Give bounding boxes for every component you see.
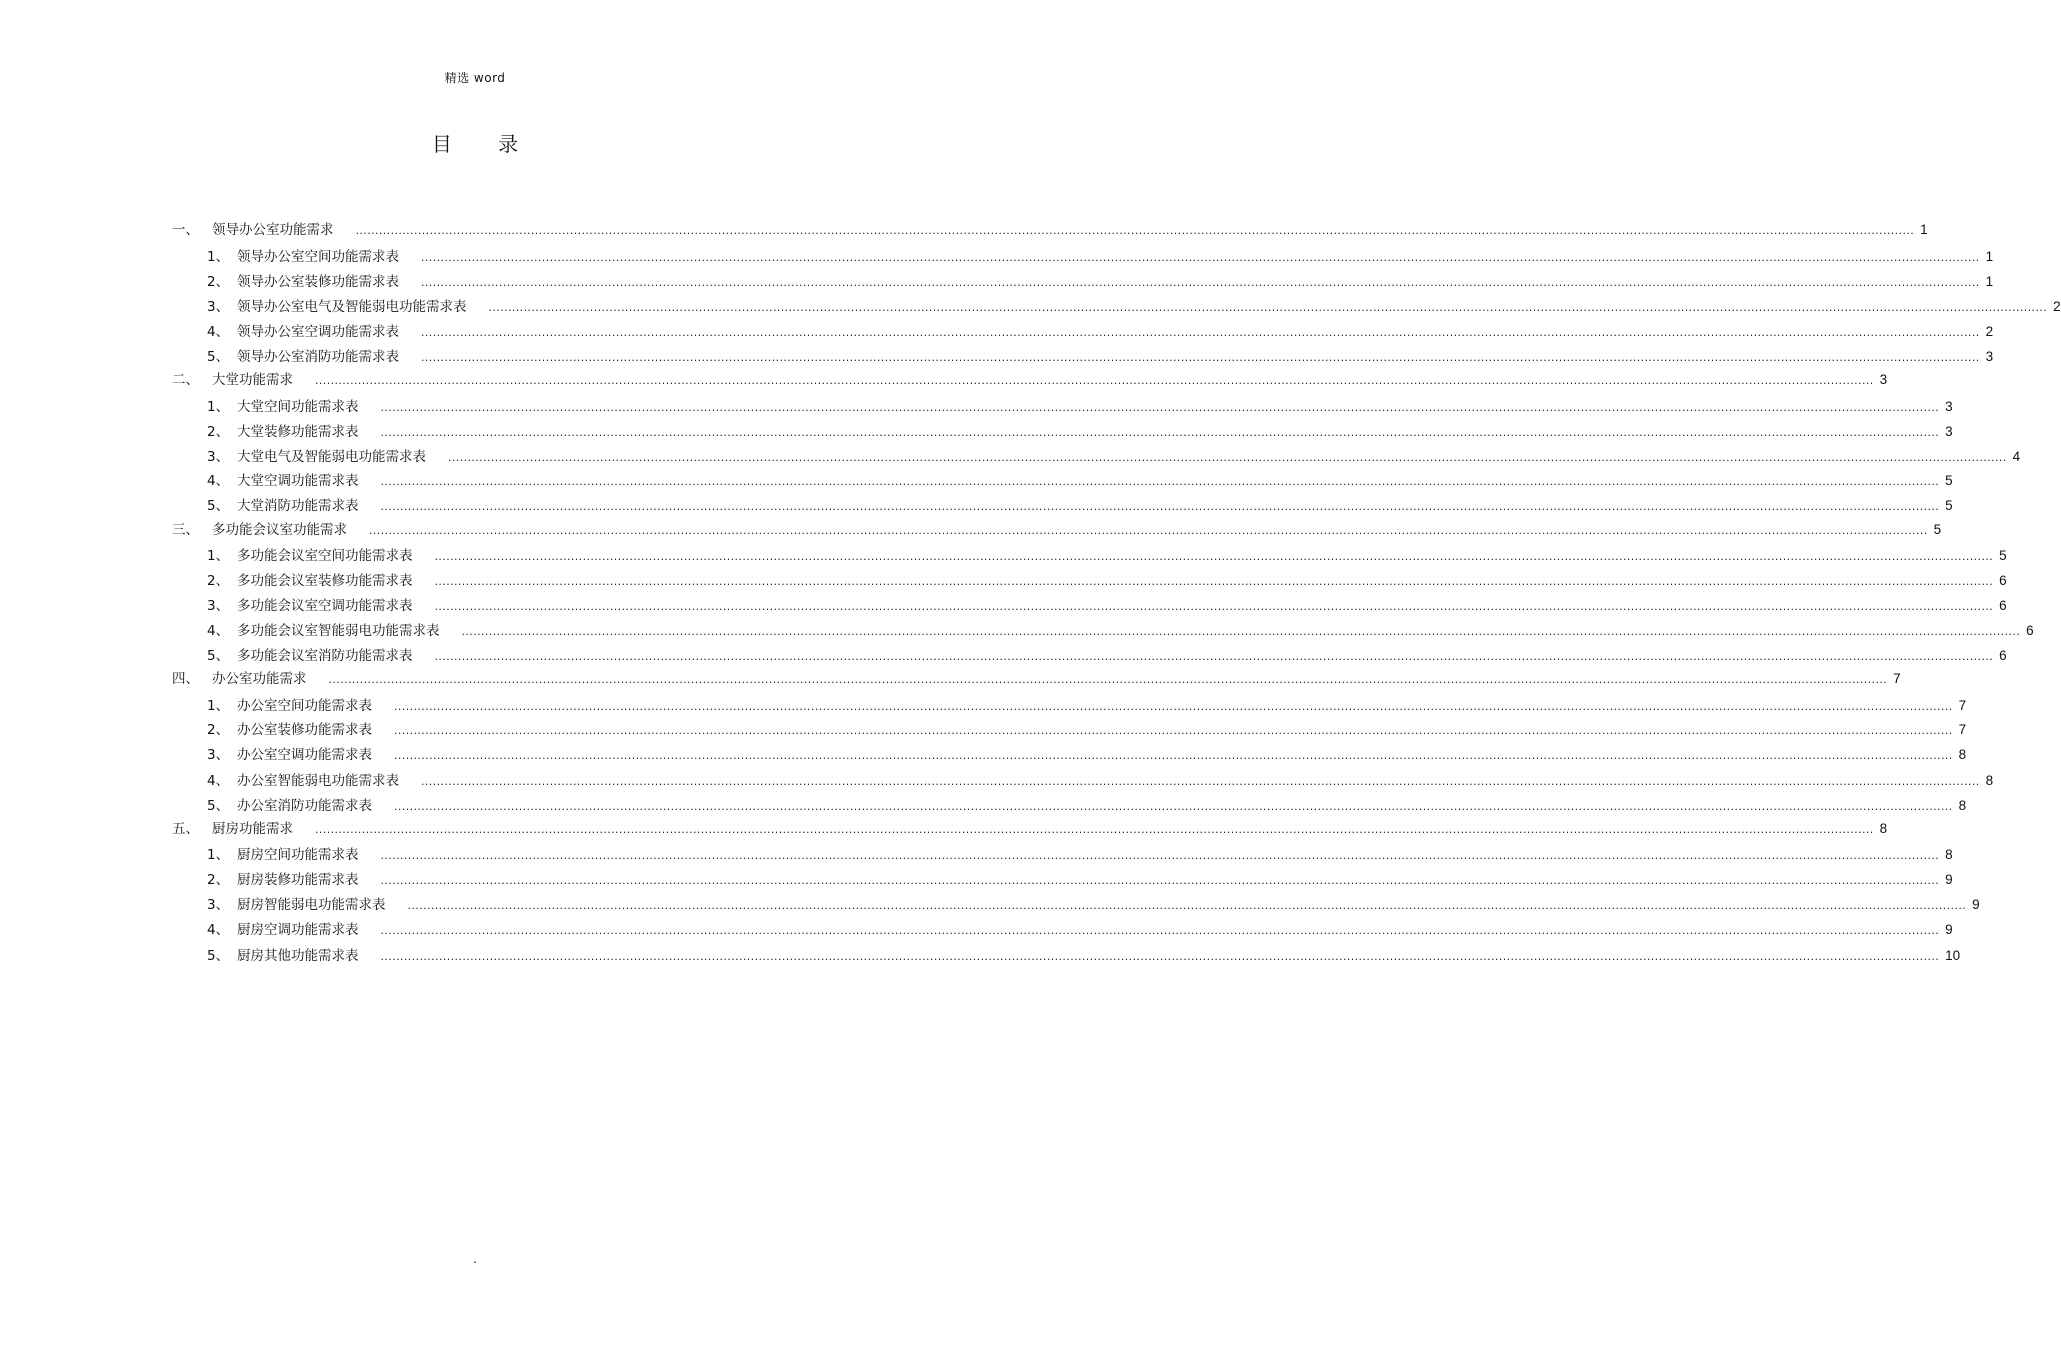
toc-page-number: 6 [2026, 623, 2034, 638]
toc-dot-leader: ................................................................................................................................................................................................................................................................................................................................................................................................................ [380, 924, 1940, 937]
toc-page-number: 2 [2053, 299, 2061, 314]
toc-subsection-row [207, 594, 2007, 614]
toc-dot-leader: ................................................................................................................................................................................................................................................................................................................................................................................................................ [315, 374, 1874, 387]
toc-page-number: 3 [1945, 399, 1953, 414]
toc-dot-leader: ................................................................................................................................................................................................................................................................................................................................................................................................................ [380, 849, 1940, 862]
toc-number: 二、 [172, 372, 199, 388]
toc-label: 领导办公室电气及智能弱电功能需求表 [237, 299, 467, 315]
toc-number: 1、 [207, 847, 230, 863]
toc-section-row [172, 218, 1928, 238]
toc-label: 大堂功能需求 [212, 372, 293, 388]
toc-label: 大堂空调功能需求表 [237, 473, 359, 489]
toc-number: 1、 [207, 548, 230, 564]
toc-label: 办公室智能弱电功能需求表 [237, 773, 399, 789]
toc-number: 2、 [207, 722, 230, 738]
toc-subsection-row [207, 694, 1967, 714]
toc-dot-leader: ................................................................................................................................................................................................................................................................................................................................................................................................................ [434, 650, 1994, 663]
toc-page-number: 1 [1985, 274, 1994, 289]
toc-page-number: 3 [1879, 372, 1888, 387]
toc-dot-leader: ................................................................................................................................................................................................................................................................................................................................................................................................................ [394, 800, 1953, 813]
toc-number: 5、 [207, 948, 230, 964]
toc-label: 领导办公室功能需求 [212, 222, 334, 238]
toc-page-number: 8 [1958, 798, 1967, 813]
toc-number: 一、 [172, 222, 199, 238]
toc-dot-leader: ................................................................................................................................................................................................................................................................................................................................................................................................................ [421, 326, 1980, 339]
toc-label: 大堂电气及智能弱电功能需求表 [237, 449, 426, 465]
toc-label: 领导办公室空间功能需求表 [237, 249, 399, 265]
toc-subsection-row [207, 395, 1953, 415]
toc-label: 多功能会议室空调功能需求表 [237, 598, 413, 614]
toc-dot-leader: ................................................................................................................................................................................................................................................................................................................................................................................................................ [355, 224, 1915, 237]
toc-subsection-row [207, 619, 2034, 639]
toc-subsection-row [207, 644, 2007, 664]
toc-number: 5、 [207, 349, 230, 365]
toc-section-row [172, 817, 1888, 837]
toc-dot-leader: ................................................................................................................................................................................................................................................................................................................................................................................................................ [461, 625, 2021, 638]
toc-page-number: 7 [1958, 722, 1967, 737]
toc-dot-leader: ................................................................................................................................................................................................................................................................................................................................................................................................................ [421, 775, 1980, 788]
toc-label: 厨房空调功能需求表 [237, 922, 359, 938]
toc-label: 厨房智能弱电功能需求表 [237, 897, 386, 913]
toc-number: 五、 [172, 821, 199, 837]
toc-page-number: 9 [1945, 872, 1953, 887]
toc-label: 办公室空调功能需求表 [237, 747, 372, 763]
toc-label: 大堂消防功能需求表 [237, 498, 359, 514]
toc-label: 大堂空间功能需求表 [237, 399, 359, 415]
toc-subsection-row [207, 868, 1953, 888]
toc-page-number: 7 [1893, 671, 1901, 686]
toc-page-number: 4 [2012, 449, 2021, 464]
toc-number: 3、 [207, 299, 230, 315]
toc-dot-leader: ................................................................................................................................................................................................................................................................................................................................................................................................................ [380, 874, 1940, 887]
toc-label: 办公室功能需求 [212, 671, 307, 687]
toc-subsection-row [207, 420, 1953, 440]
toc-label: 办公室空间功能需求表 [237, 698, 372, 714]
toc-subsection-row [207, 718, 1967, 738]
toc-label: 厨房装修功能需求表 [237, 872, 359, 888]
toc-page-number: 9 [1945, 922, 1953, 937]
toc-page-number: 1 [1985, 249, 1994, 264]
toc-number: 1、 [207, 698, 230, 714]
toc-number: 2、 [207, 872, 230, 888]
toc-section-row [172, 667, 1901, 687]
toc-subsection-row [207, 494, 1953, 514]
toc-subsection-row [207, 893, 1980, 913]
toc-number: 4、 [207, 773, 230, 789]
toc-label: 多功能会议室消防功能需求表 [237, 648, 413, 664]
toc-dot-leader: ................................................................................................................................................................................................................................................................................................................................................................................................................ [448, 451, 2007, 464]
toc-dot-leader: ................................................................................................................................................................................................................................................................................................................................................................................................................ [434, 575, 1994, 588]
toc-label: 办公室消防功能需求表 [237, 798, 372, 814]
toc-number: 3、 [207, 598, 230, 614]
toc-number: 3、 [207, 449, 230, 465]
toc-label: 多功能会议室空间功能需求表 [237, 548, 413, 564]
toc-dot-leader: ................................................................................................................................................................................................................................................................................................................................................................................................................ [421, 276, 1980, 289]
toc-label: 厨房空间功能需求表 [237, 847, 359, 863]
toc-dot-leader: ................................................................................................................................................................................................................................................................................................................................................................................................................ [434, 600, 1994, 613]
toc-number: 2、 [207, 573, 230, 589]
toc-dot-leader: ................................................................................................................................................................................................................................................................................................................................................................................................................ [369, 524, 1928, 537]
toc-label: 领导办公室消防功能需求表 [237, 349, 399, 365]
toc-page-number: 10 [1945, 948, 1961, 963]
toc-label: 领导办公室装修功能需求表 [237, 274, 399, 290]
toc-number: 四、 [172, 671, 199, 687]
toc-dot-leader: ................................................................................................................................................................................................................................................................................................................................................................................................................ [488, 301, 2048, 314]
toc-page-number: 8 [1985, 773, 1994, 788]
toc-page-number: 9 [1972, 897, 1980, 912]
toc-number: 5、 [207, 498, 230, 514]
toc-subsection-row [207, 944, 1961, 964]
toc-subsection-row [207, 295, 2061, 315]
toc-dot-leader: ................................................................................................................................................................................................................................................................................................................................................................................................................ [380, 426, 1940, 439]
toc-page-number: 8 [1879, 821, 1888, 836]
toc-subsection-row [207, 794, 1967, 814]
toc-label: 多功能会议室功能需求 [212, 522, 347, 538]
toc-dot-leader: ................................................................................................................................................................................................................................................................................................................................................................................................................ [380, 401, 1940, 414]
toc-subsection-row [207, 245, 1994, 265]
toc-page-number: 3 [1945, 424, 1953, 439]
toc-number: 4、 [207, 623, 230, 639]
document-title: 目 录 [431, 132, 539, 156]
toc-page-number: 5 [1945, 473, 1953, 488]
toc-number: 2、 [207, 274, 230, 290]
toc-number: 4、 [207, 473, 230, 489]
toc-dot-leader: ................................................................................................................................................................................................................................................................................................................................................................................................................ [407, 899, 1967, 912]
toc-subsection-row [207, 843, 1953, 863]
toc-subsection-row [207, 445, 2021, 465]
page-footer: . [473, 1252, 477, 1266]
toc-dot-leader: ................................................................................................................................................................................................................................................................................................................................................................................................................ [394, 700, 1953, 713]
toc-number: 4、 [207, 324, 230, 340]
toc-page-number: 6 [1999, 648, 2007, 663]
toc-label: 多功能会议室装修功能需求表 [237, 573, 413, 589]
toc-dot-leader: ................................................................................................................................................................................................................................................................................................................................................................................................................ [380, 475, 1940, 488]
toc-number: 1、 [207, 249, 230, 265]
toc-subsection-row [207, 743, 1967, 763]
toc-page-number: 6 [1999, 573, 2007, 588]
toc-section-row [172, 518, 1942, 538]
toc-page-number: 1 [1920, 222, 1928, 237]
page-header: 精选 word [444, 71, 506, 85]
toc-page-number: 5 [1999, 548, 2007, 563]
toc-number: 4、 [207, 922, 230, 938]
toc-label: 厨房功能需求 [212, 821, 293, 837]
toc-dot-leader: ................................................................................................................................................................................................................................................................................................................................................................................................................ [421, 351, 1980, 364]
toc-number: 5、 [207, 648, 230, 664]
toc-page-number: 5 [1945, 498, 1953, 513]
toc-page-number: 8 [1958, 747, 1967, 762]
toc-subsection-row [207, 769, 1994, 789]
toc-dot-leader: ................................................................................................................................................................................................................................................................................................................................................................................................................ [394, 724, 1953, 737]
toc-number: 3、 [207, 897, 230, 913]
toc-number: 3、 [207, 747, 230, 763]
toc-label: 办公室装修功能需求表 [237, 722, 372, 738]
toc-label: 厨房其他功能需求表 [237, 948, 359, 964]
toc-dot-leader: ................................................................................................................................................................................................................................................................................................................................................................................................................ [315, 823, 1874, 836]
toc-page-number: 7 [1958, 698, 1967, 713]
toc-page-number: 6 [1999, 598, 2007, 613]
toc-subsection-row [207, 569, 2007, 589]
toc-number: 5、 [207, 798, 230, 814]
toc-dot-leader: ................................................................................................................................................................................................................................................................................................................................................................................................................ [328, 673, 1888, 686]
toc-number: 1、 [207, 399, 230, 415]
toc-subsection-row [207, 918, 1953, 938]
toc-label: 多功能会议室智能弱电功能需求表 [237, 623, 440, 639]
toc-label: 大堂装修功能需求表 [237, 424, 359, 440]
toc-dot-leader: ................................................................................................................................................................................................................................................................................................................................................................................................................ [380, 950, 1940, 963]
toc-dot-leader: ................................................................................................................................................................................................................................................................................................................................................................................................................ [394, 749, 1953, 762]
toc-page-number: 5 [1933, 522, 1942, 537]
toc-subsection-row [207, 469, 1953, 489]
toc-subsection-row [207, 270, 1994, 290]
toc-dot-leader: ................................................................................................................................................................................................................................................................................................................................................................................................................ [380, 500, 1940, 513]
toc-subsection-row [207, 345, 1994, 365]
toc-label: 领导办公室空调功能需求表 [237, 324, 399, 340]
toc-page-number: 8 [1945, 847, 1953, 862]
toc-page-number: 3 [1985, 349, 1994, 364]
toc-subsection-row [207, 544, 2007, 564]
toc-number: 三、 [172, 522, 199, 538]
toc-number: 2、 [207, 424, 230, 440]
toc-page-number: 2 [1985, 324, 1994, 339]
toc-subsection-row [207, 320, 1994, 340]
toc-dot-leader: ................................................................................................................................................................................................................................................................................................................................................................................................................ [421, 251, 1980, 264]
toc-section-row [172, 368, 1888, 388]
toc-dot-leader: ................................................................................................................................................................................................................................................................................................................................................................................................................ [434, 550, 1994, 563]
